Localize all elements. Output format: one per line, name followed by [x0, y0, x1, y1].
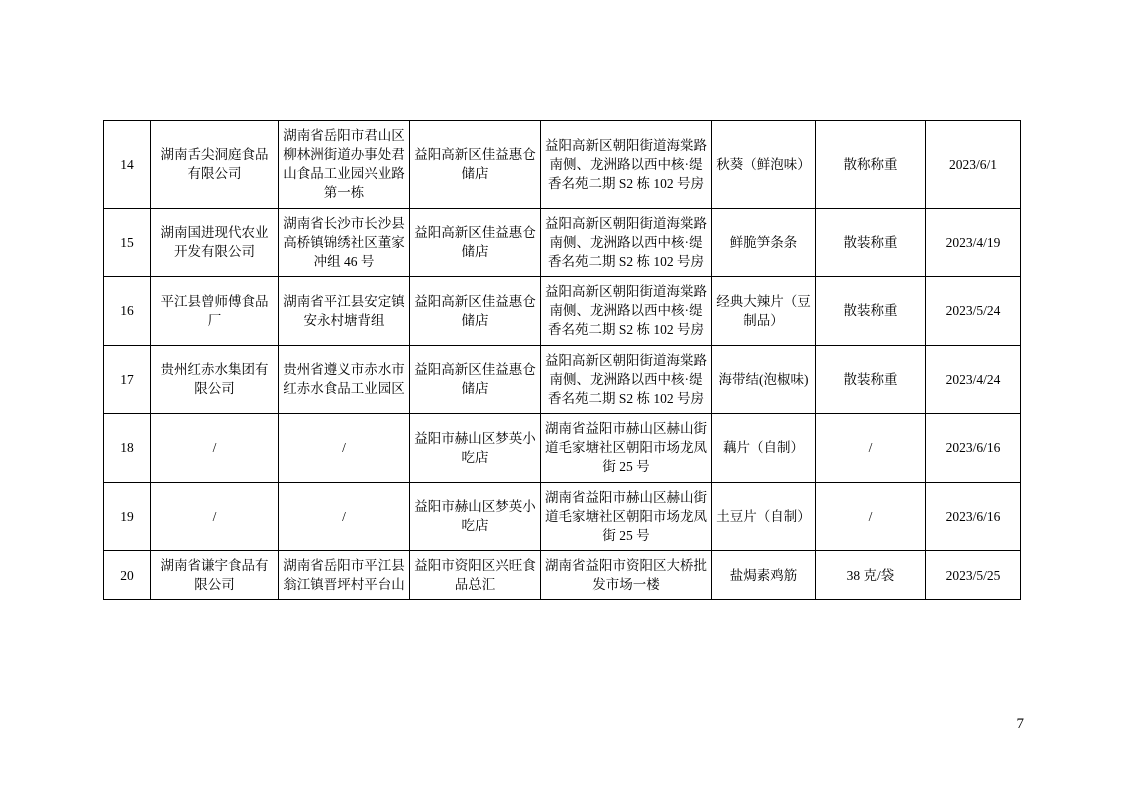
cell-spec: 散装称重 — [816, 208, 926, 276]
table-row — [104, 414, 1021, 482]
table-row — [104, 550, 1021, 599]
cell-seller-address: 湖南省益阳市资阳区大桥批发市场一楼 — [541, 550, 712, 599]
cell-index: 20 — [104, 550, 151, 599]
cell-date: 2023/5/24 — [926, 277, 1021, 345]
table-row — [104, 208, 1021, 276]
cell-seller-address: 益阳高新区朝阳街道海棠路南侧、龙洲路以西中核·缇香名苑二期 S2 栋 102 号房 — [541, 277, 712, 345]
table-row — [104, 482, 1021, 550]
cell-date: 2023/6/1 — [926, 121, 1021, 209]
cell-index: 18 — [104, 414, 151, 482]
cell-seller-address: 湖南省益阳市赫山区赫山街道毛家塘社区朝阳市场龙凤街 25 号 — [541, 414, 712, 482]
cell-spec: 散装称重 — [816, 277, 926, 345]
cell-product: 鲜脆笋条条 — [712, 208, 816, 276]
cell-index: 15 — [104, 208, 151, 276]
cell-seller-address: 湖南省益阳市赫山区赫山街道毛家塘社区朝阳市场龙凤街 25 号 — [541, 482, 712, 550]
cell-seller-name: 益阳高新区佳益惠仓储店 — [410, 277, 541, 345]
cell-product: 经典大辣片（豆制品） — [712, 277, 816, 345]
table-row — [104, 121, 1021, 209]
cell-seller-address: 益阳高新区朝阳街道海棠路南侧、龙洲路以西中核·缇香名苑二期 S2 栋 102 号房 — [541, 345, 712, 413]
cell-date: 2023/4/24 — [926, 345, 1021, 413]
cell-producer-address: 湖南省岳阳市君山区柳林洲街道办事处君山食品工业园兴业路第一栋 — [279, 121, 410, 209]
cell-index: 16 — [104, 277, 151, 345]
cell-producer-address: 湖南省岳阳市平江县翁江镇晋坪村平台山 — [279, 550, 410, 599]
cell-index: 14 — [104, 121, 151, 209]
inspection-results-table — [103, 120, 1021, 600]
cell-seller-name: 益阳市赫山区梦英小吃店 — [410, 414, 541, 482]
cell-date: 2023/5/25 — [926, 550, 1021, 599]
cell-seller-address: 益阳高新区朝阳街道海棠路南侧、龙洲路以西中核·缇香名苑二期 S2 栋 102 号房 — [541, 121, 712, 209]
cell-index: 17 — [104, 345, 151, 413]
cell-producer-name: 平江县曾师傅食品厂 — [151, 277, 279, 345]
cell-producer-name: 湖南国进现代农业开发有限公司 — [151, 208, 279, 276]
cell-producer-address: / — [279, 482, 410, 550]
page-number: 7 — [1016, 716, 1024, 732]
cell-producer-name: 湖南省谦宇食品有限公司 — [151, 550, 279, 599]
cell-seller-name: 益阳市赫山区梦英小吃店 — [410, 482, 541, 550]
table-row — [104, 345, 1021, 413]
cell-index: 19 — [104, 482, 151, 550]
cell-product: 秋葵（鲜泡味） — [712, 121, 816, 209]
cell-product: 海带结(泡椒味) — [712, 345, 816, 413]
cell-producer-address: 湖南省平江县安定镇安永村塘背组 — [279, 277, 410, 345]
cell-producer-name: 湖南舌尖洞庭食品有限公司 — [151, 121, 279, 209]
cell-date: 2023/6/16 — [926, 482, 1021, 550]
cell-producer-name: 贵州红赤水集团有限公司 — [151, 345, 279, 413]
cell-spec: 散装称重 — [816, 345, 926, 413]
cell-seller-name: 益阳高新区佳益惠仓储店 — [410, 345, 541, 413]
cell-product: 土豆片（自制） — [712, 482, 816, 550]
cell-seller-name: 益阳高新区佳益惠仓储店 — [410, 208, 541, 276]
cell-product: 藕片（自制） — [712, 414, 816, 482]
cell-date: 2023/4/19 — [926, 208, 1021, 276]
cell-seller-name: 益阳高新区佳益惠仓储店 — [410, 121, 541, 209]
cell-spec: 散称称重 — [816, 121, 926, 209]
cell-product: 盐焗素鸡筋 — [712, 550, 816, 599]
cell-spec: 38 克/袋 — [816, 550, 926, 599]
cell-date: 2023/6/16 — [926, 414, 1021, 482]
cell-producer-address: 湖南省长沙市长沙县高桥镇锦绣社区董家冲组 46 号 — [279, 208, 410, 276]
cell-spec: / — [816, 482, 926, 550]
cell-producer-name: / — [151, 414, 279, 482]
table-row — [104, 277, 1021, 345]
cell-seller-name: 益阳市资阳区兴旺食品总汇 — [410, 550, 541, 599]
cell-seller-address: 益阳高新区朝阳街道海棠路南侧、龙洲路以西中核·缇香名苑二期 S2 栋 102 号房 — [541, 208, 712, 276]
cell-producer-address: 贵州省遵义市赤水市红赤水食品工业园区 — [279, 345, 410, 413]
cell-spec: / — [816, 414, 926, 482]
cell-producer-address: / — [279, 414, 410, 482]
cell-producer-name: / — [151, 482, 279, 550]
table-body — [104, 121, 1021, 600]
